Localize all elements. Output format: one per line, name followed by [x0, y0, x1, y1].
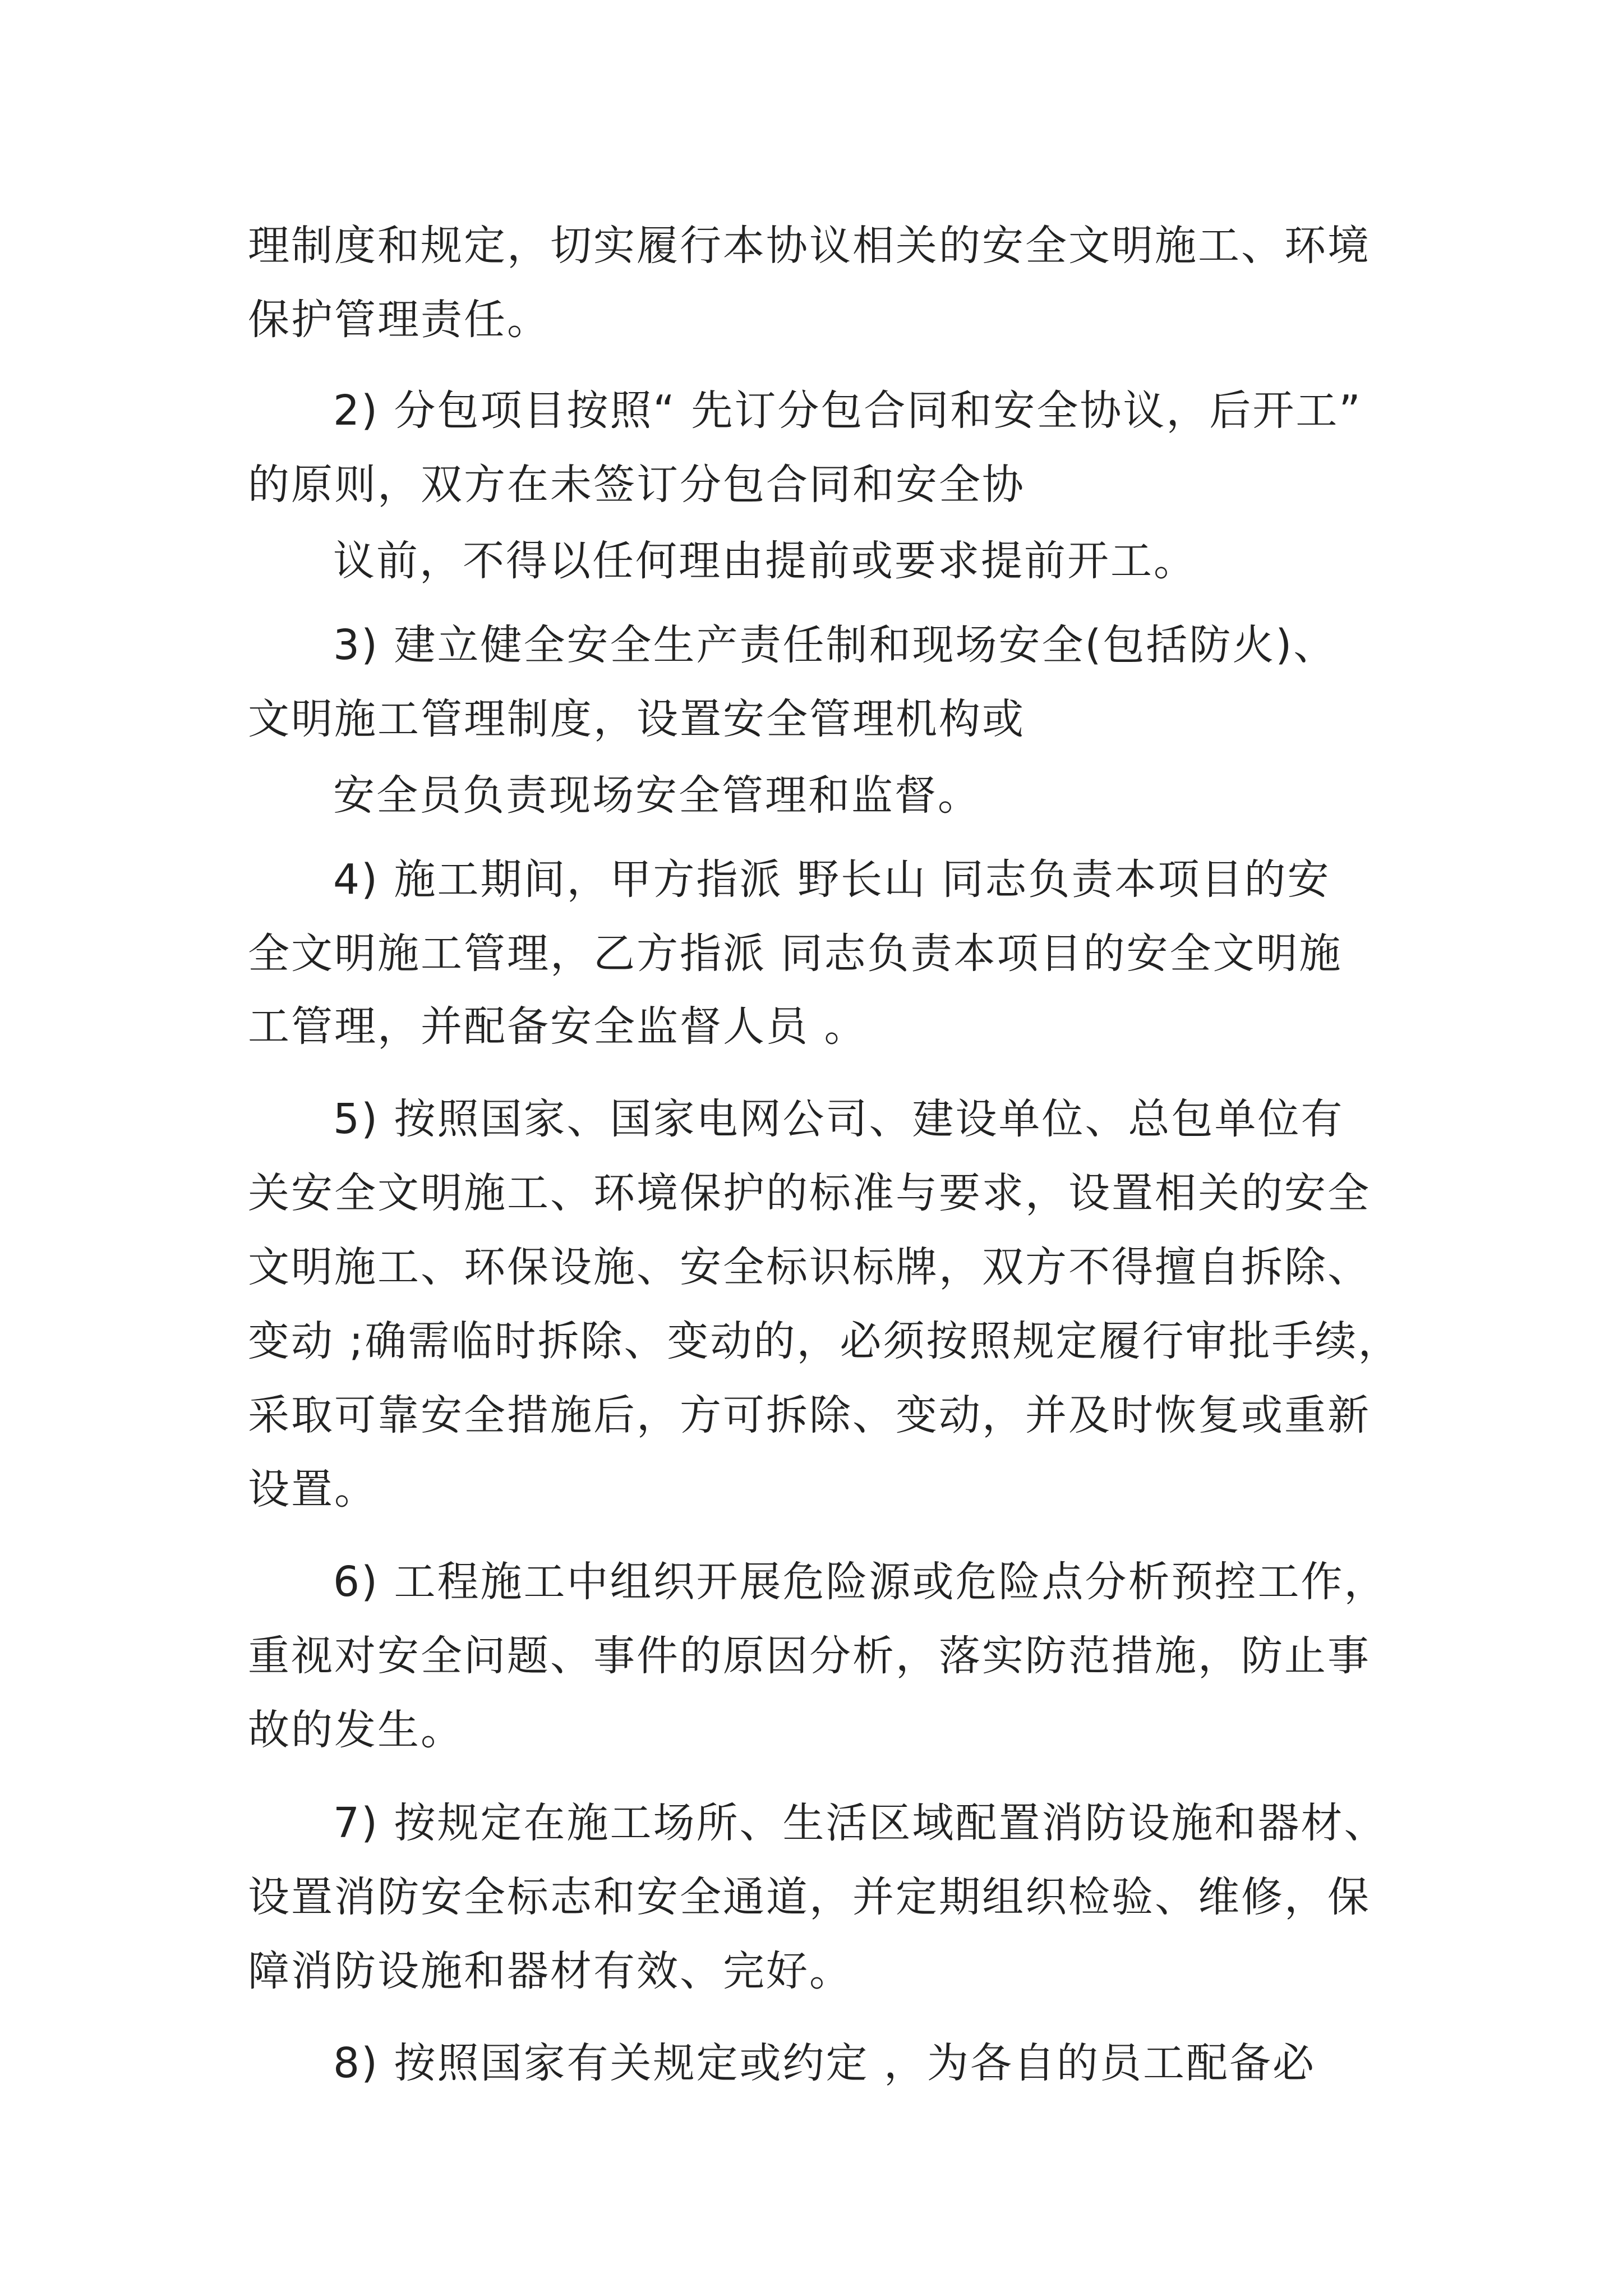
text-line: 议前，不得以任何理由提前或要求提前开工。 [333, 537, 1197, 585]
text-line: 采取可靠安全措施后，方可拆除、变动，并及时恢复或重新 [248, 1391, 1371, 1439]
text-line: 4) 施工期间，甲方指派 野长山 同志负责本项目的安 [333, 855, 1331, 904]
text-line: 理制度和规定，切实履行本协议相关的安全文明施工、环境 [248, 222, 1371, 270]
text-line: 7) 按规定在施工场所、生活区域配置消防设施和器材、 [333, 1799, 1387, 1847]
text-line: 8) 按照国家有关规定或约定 ，为各自的员工配备必 [333, 2039, 1316, 2087]
text-line: 6) 工程施工中组织开展危险源或危险点分析预控工作， [333, 1558, 1387, 1606]
text-line: 保护管理责任。 [248, 296, 550, 344]
text-line: 关安全文明施工、环境保护的标准与要求，设置相关的安全 [248, 1169, 1371, 1217]
text-line: 重视对安全问题、事件的原因分析，落实防范措施，防止事 [248, 1632, 1371, 1680]
text-line: 工管理，并配备安全监督人员 。 [248, 1002, 868, 1051]
text-line: 安全员负责现场安全管理和监督。 [333, 771, 981, 820]
text-line: 障消防设施和器材有效、完好。 [248, 1947, 852, 1995]
text-line: 2) 分包项目按照“ 先订分包合同和安全协议，后开工” [333, 386, 1362, 435]
text-line: 文明施工管理制度，设置安全管理机构或 [248, 695, 1025, 743]
text-line: 设置。 [248, 1465, 377, 1513]
text-line: 设置消防安全标志和安全通道，并定期组织检验、维修，保 [248, 1873, 1371, 1921]
text-line: 故的发生。 [248, 1706, 464, 1754]
text-line: 5) 按照国家、国家电网公司、建设单位、总包单位有 [333, 1095, 1344, 1143]
text-line: 全文明施工管理，乙方指派 同志负责本项目的安全文明施 [248, 930, 1343, 978]
text-line: 文明施工、环保设施、安全标识标牌，双方不得擅自拆除、 [248, 1243, 1371, 1291]
text-line: 的原则，双方在未签订分包合同和安全协 [248, 461, 1025, 509]
text-line: 3) 建立健全安全生产责任制和现场安全(包括防火)、 [333, 621, 1337, 669]
text-line: 变动 ;确需临时拆除、变动的，必须按照规定履行审批手续， [248, 1317, 1401, 1365]
